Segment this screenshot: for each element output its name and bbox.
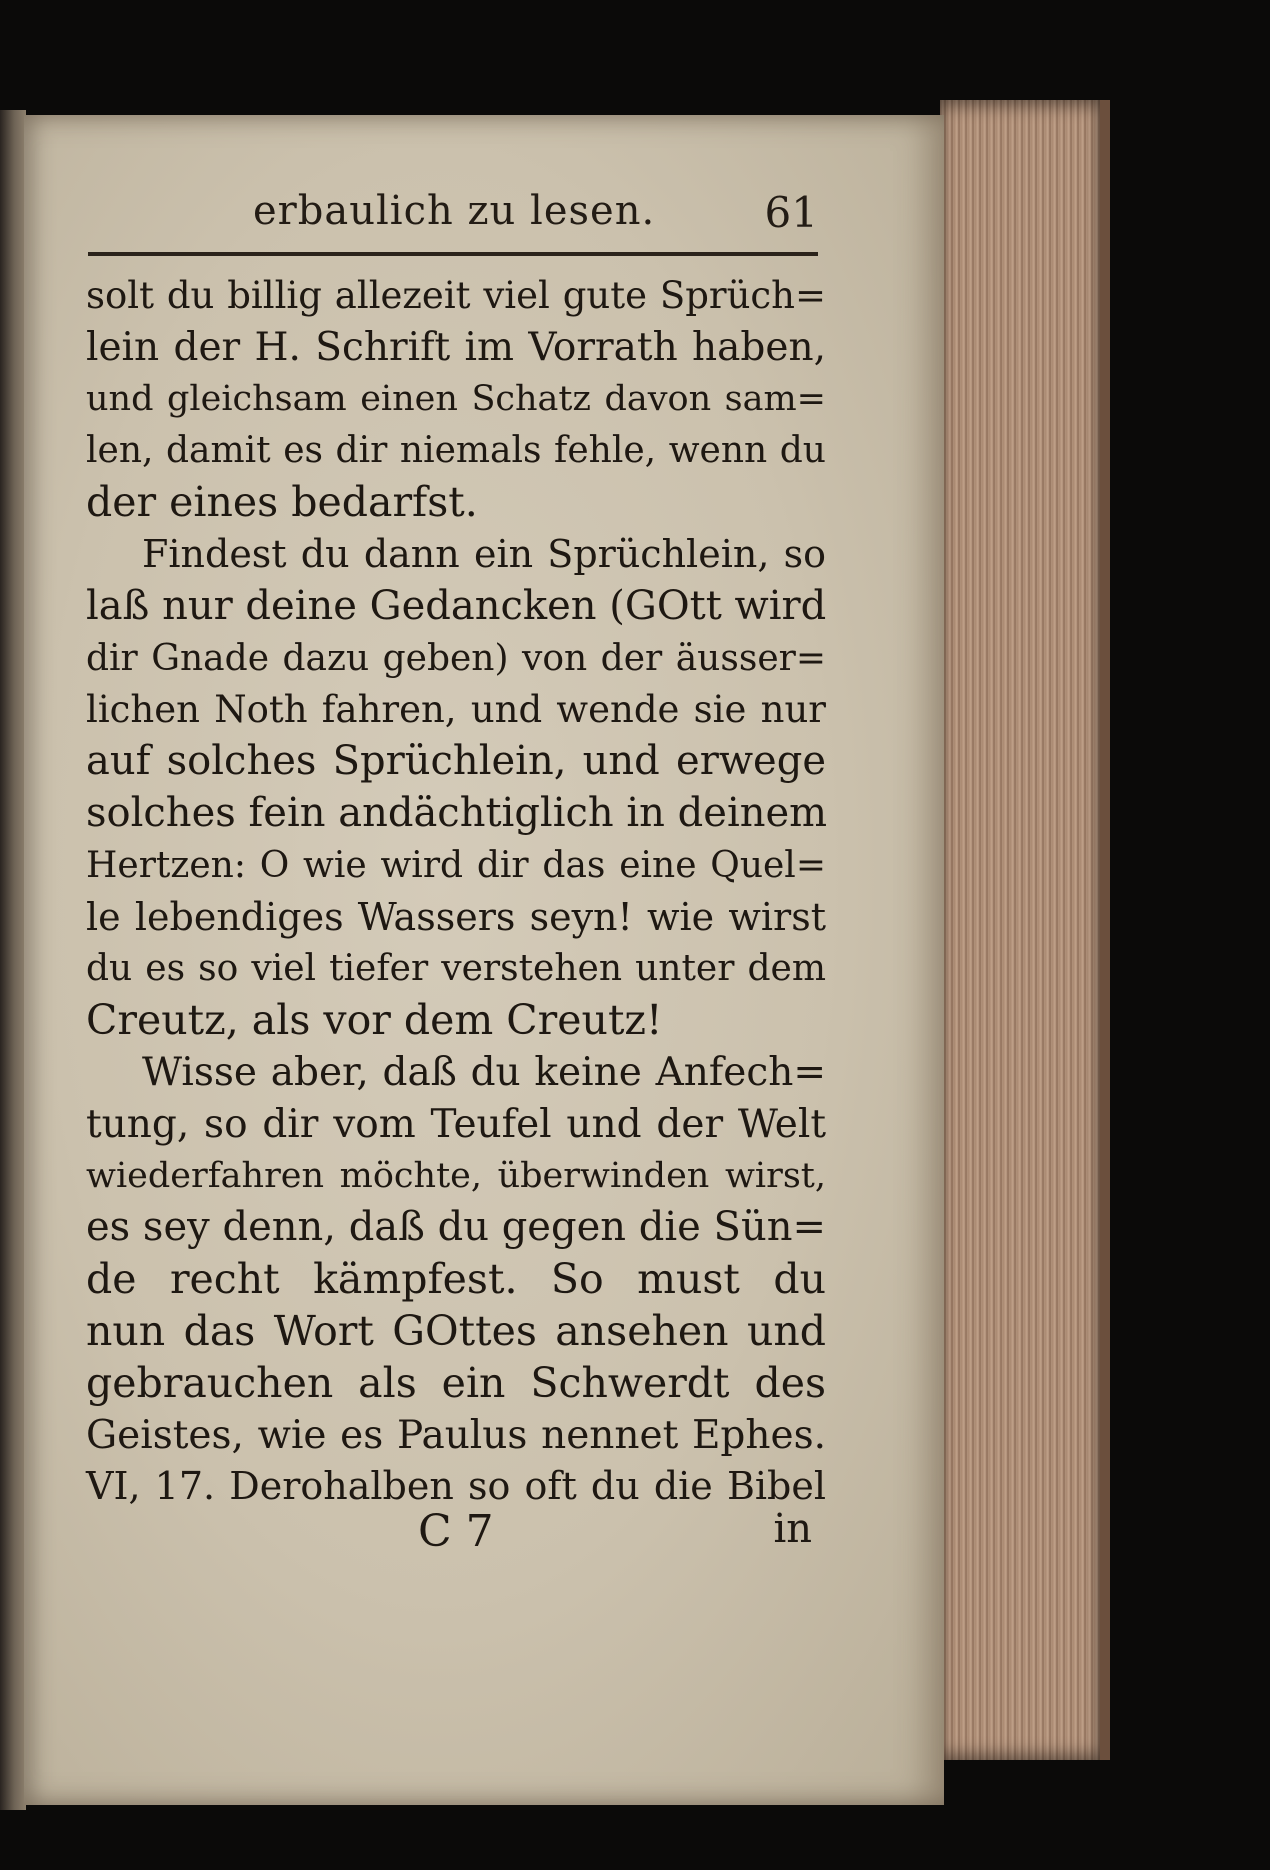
text-line: nun das Wort GOttes ansehen und bbox=[86, 1306, 826, 1355]
book-fore-edge bbox=[940, 100, 1110, 1760]
text-line: Creutz, als vor dem Creutz! bbox=[86, 996, 663, 1045]
text-line: tung, so dir vom Teufel und der Welt bbox=[86, 1101, 826, 1147]
text-line: solches fein andächtiglich in deinem bbox=[86, 789, 828, 836]
text-line: du es so viel tiefer verstehen unter dem bbox=[86, 948, 826, 990]
facing-page-edge bbox=[0, 110, 26, 1810]
text-line: lein der H. Schrift im Vorrath haben, bbox=[86, 324, 826, 370]
text-line: laß nur deine Gedancken (GOtt wird bbox=[86, 582, 827, 629]
text-line: Findest du dann ein Sprüchlein, so bbox=[142, 531, 826, 576]
text-line: le lebendiges Wassers seyn! wie wirst bbox=[86, 894, 826, 939]
text-line: len, damit es dir niemals fehle, wenn du bbox=[86, 430, 826, 472]
text-line: de recht kämpfest. So must du bbox=[86, 1255, 826, 1304]
header-rule bbox=[88, 252, 818, 256]
text-line: gebrauchen als ein Schwerdt des bbox=[86, 1358, 826, 1407]
page-number: 61 bbox=[764, 188, 818, 237]
text-line: solt du billig allezeit viel gute Sprüch= bbox=[86, 274, 826, 317]
text-line: Hertzen: O wie wird dir das eine Quel= bbox=[86, 844, 826, 886]
text-line: auf solches Sprüchlein, und erwege bbox=[86, 738, 826, 785]
body-text bbox=[86, 270, 826, 1513]
running-title: erbaulich zu lesen. bbox=[253, 188, 656, 234]
text-line: wiederfahren möchte, überwinden wirst, bbox=[86, 1155, 826, 1196]
catchword: in bbox=[773, 1506, 812, 1552]
page-footer bbox=[88, 1506, 818, 1566]
text-line: und gleichsam einen Schatz davon sam= bbox=[86, 378, 826, 419]
running-head bbox=[88, 188, 818, 248]
text-line: Geistes, wie es Paulus nennet Ephes. bbox=[86, 1412, 826, 1458]
text-line: es sey denn, daß du gegen die Sün= bbox=[86, 1204, 826, 1251]
text-line: Wisse aber, daß du keine Anfech= bbox=[142, 1049, 826, 1095]
signature-mark: C 7 bbox=[418, 1506, 494, 1557]
text-line: VI, 17. Derohalben so oft du die Bibel bbox=[86, 1464, 826, 1509]
text-line: dir Gnade dazu geben) von der äusser= bbox=[86, 637, 826, 679]
text-line: der eines bedarfst. bbox=[86, 478, 478, 527]
text-line: lichen Noth fahren, und wende sie nur bbox=[86, 688, 826, 732]
